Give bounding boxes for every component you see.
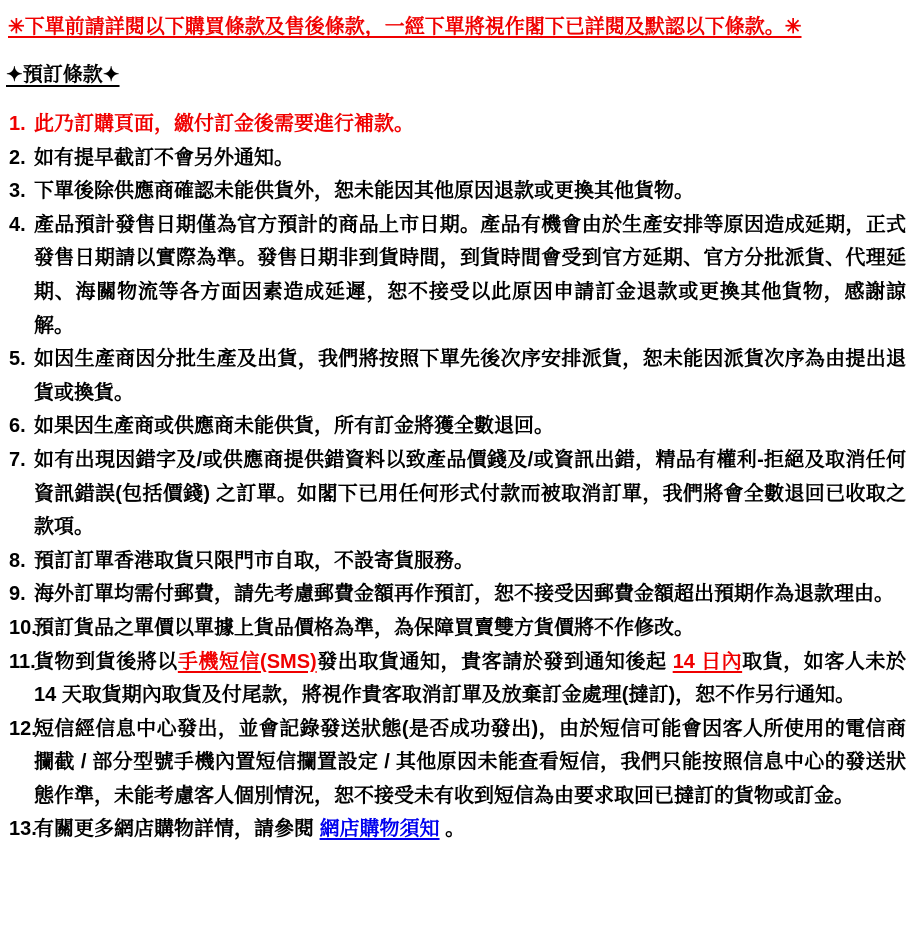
- term-number: 9.: [9, 583, 26, 606]
- term-item-10: [5, 612, 906, 646]
- purchase-notice-header: ✳下單前請詳閱以下購買條款及售後條款，一經下單將視作閣下已詳閱及默認以下條款。✳: [8, 16, 802, 38]
- term-text: 如有提早截訂不會另外通知。: [34, 146, 294, 169]
- term-item-6: [5, 410, 906, 444]
- store-shopping-notes-link[interactable]: 網店購物須知: [319, 818, 440, 841]
- term-item-3: [5, 175, 906, 209]
- term-number: 5.: [9, 348, 26, 371]
- term-number: 10.: [9, 616, 37, 639]
- term-text: 有關更多網店購物詳情，請參閱: [34, 818, 320, 841]
- term-number: 8.: [9, 549, 26, 572]
- term-number: 13.: [9, 818, 37, 841]
- term-text: 。: [439, 818, 466, 841]
- term-text: 如果因生產商或供應商未能供貨，所有訂金將獲全數退回。: [34, 415, 554, 438]
- term-text: 此乃訂購頁面，繳付訂金後需要進行補款。: [34, 113, 414, 135]
- term-number: 6.: [9, 415, 26, 438]
- term-text: 短信經信息中心發出，並會記錄發送狀態(是否成功發出)，由於短信可能會因客人所使用的電信商攔截 / 部分型號手機內置短信攔置設定 / 其他原因未能查看短信，我們只能按照信息中心的發送狀態作準，未能考慮客人個別情況，恕不接受未有收到短信為由要求取回已撻訂的貨物或訂金。: [34, 717, 906, 807]
- term-item-2: [5, 142, 906, 176]
- section-title-row: [5, 62, 906, 88]
- term-text: 如因生產商因分批生產及出貨，我們將按照下單先後次序安排派貨，恕未能因派貨次序為由提出退貨或換貨。: [34, 348, 906, 404]
- term-number: 11.: [9, 650, 36, 673]
- term-text: 預訂訂單香港取貨只限門市自取，不設寄貨服務。: [34, 549, 474, 572]
- term-item-9: [5, 578, 906, 612]
- term-item-1: [5, 108, 906, 142]
- sms-highlight: 手機短信(SMS): [177, 650, 317, 673]
- term-item-5: [5, 343, 906, 410]
- term-text: 產品預計發售日期僅為官方預計的商品上市日期。產品有機會由於生產安排等原因造成延期，正式發售日期請以實際為準。發售日期非到貨時間，到貨時間會受到官方延期、官方分批派貨、代理延期、海關物流等各方面因素造成延遲，恕不接受以此原因申請訂金退款或更換其他貨物，感謝諒解。: [34, 213, 906, 337]
- term-text: 發出取貨通知，貴客請於發到通知後起: [316, 650, 673, 673]
- term-text: 下單後除供應商確認未能供貨外，恕未能因其他原因退款或更換其他貨物。: [34, 180, 694, 203]
- term-number: 4.: [9, 213, 26, 236]
- term-item-8: [5, 545, 906, 579]
- term-item-13: [5, 813, 906, 847]
- term-item-11: [5, 646, 906, 713]
- term-text: 如有出現因錯字及/或供應商提供錯資料以致產品價錢及/或資訊出錯，精品有權利-拒絕及取消任何資訊錯誤(包括價錢) 之訂單。如閣下已用任何形式付款而被取消訂單，我們將會全數退回已收取之款項。: [34, 448, 906, 539]
- term-text: 取貨，如客人未於 14 天取貨期內取貨及付尾款，將視作貴客取消訂單及放棄訂金處理(撻訂)，恕不作另行通知。: [34, 650, 906, 707]
- term-text: 貨物到貨後將以: [34, 650, 178, 673]
- term-number: 3.: [9, 180, 26, 203]
- section-title-preorder-terms: ✦預訂條款✦: [6, 64, 120, 86]
- terms-list: [5, 108, 906, 847]
- term-number: 1.: [9, 113, 26, 135]
- term-text: 預訂貨品之單價以單據上貨品價格為準，為保障買賣雙方貨價將不作修改。: [34, 616, 694, 639]
- term-number: 12.: [9, 717, 37, 740]
- fourteen-days-highlight: 14 日內: [672, 650, 743, 673]
- term-item-4: [5, 209, 906, 343]
- term-number: 2.: [9, 146, 26, 169]
- term-text: 海外訂單均需付郵費，請先考慮郵費金額再作預訂，恕不接受因郵費金額超出預期作為退款理由。: [34, 583, 894, 606]
- term-number: 7.: [9, 448, 26, 471]
- term-item-12: [5, 713, 906, 814]
- term-item-7: [5, 444, 906, 545]
